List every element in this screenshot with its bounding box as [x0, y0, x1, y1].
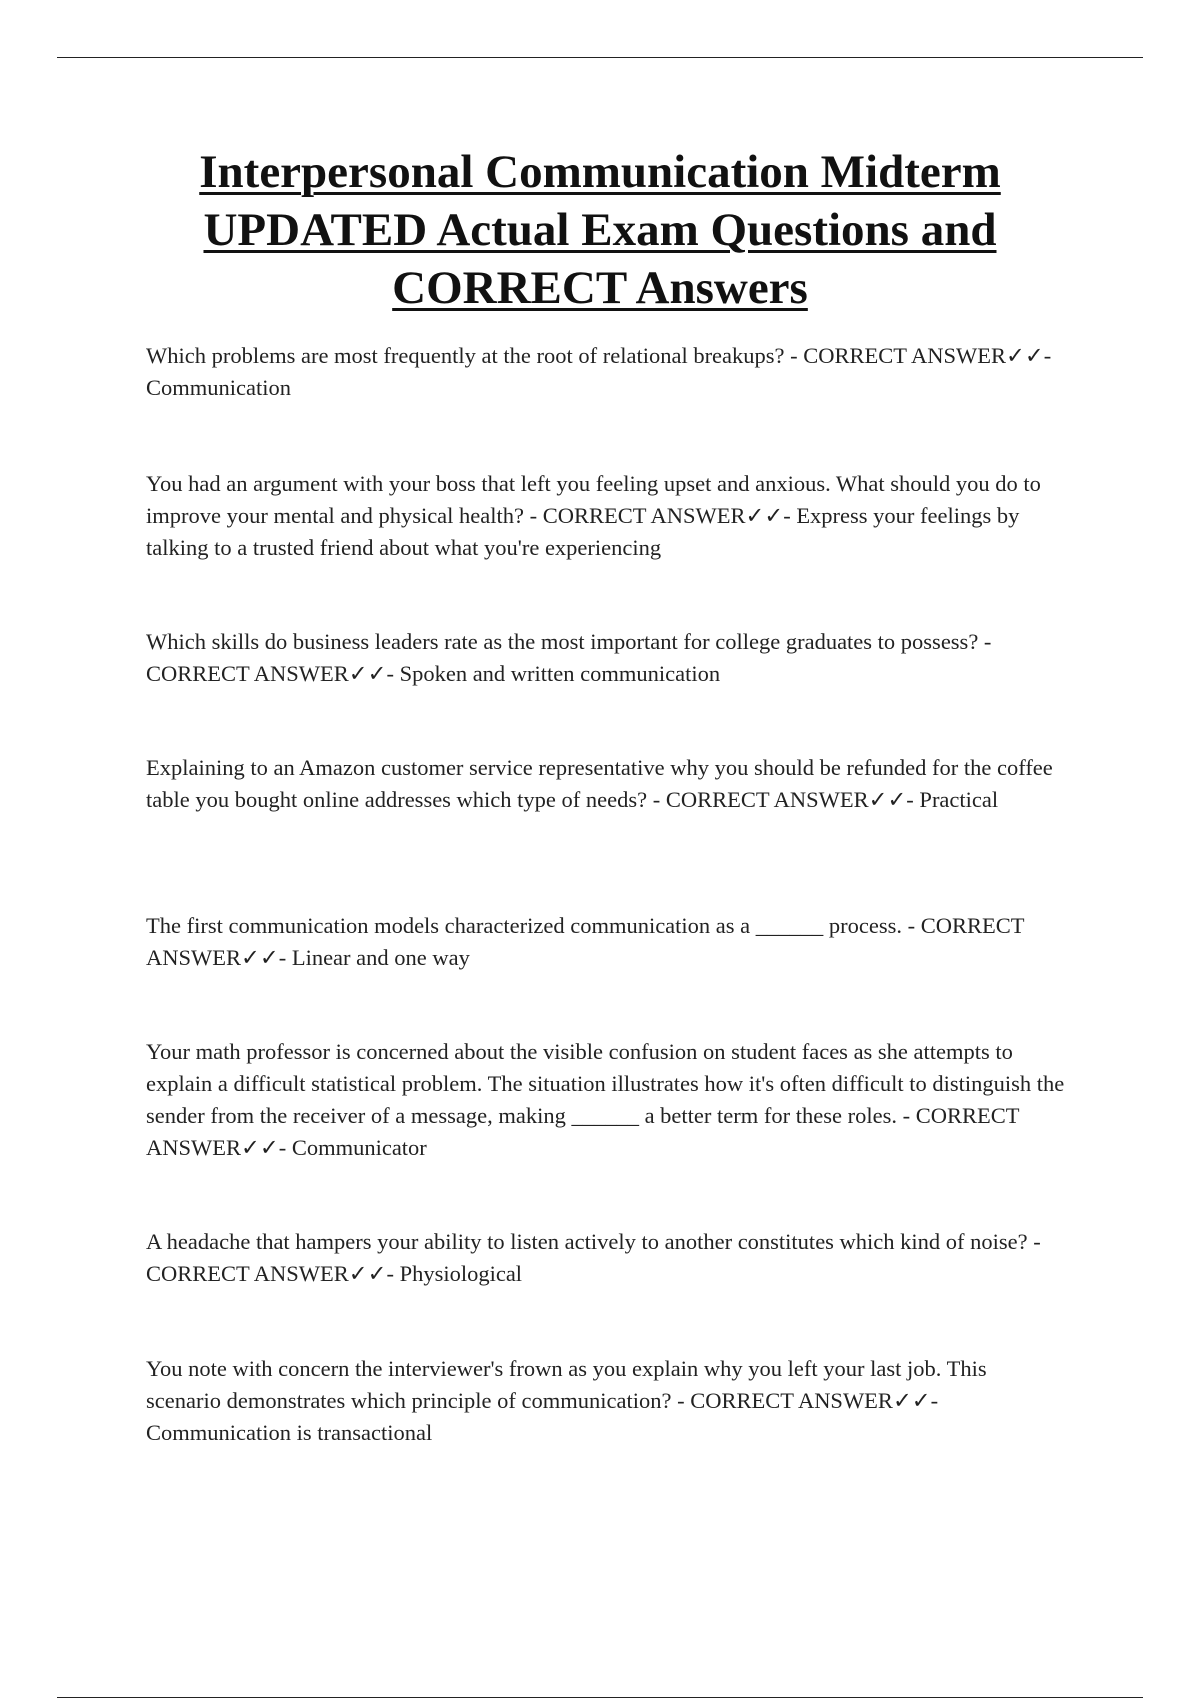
- qa-item: Explaining to an Amazon customer service representative why you should be refunded for the coffee table you bought online addresses which type of needs? - CORRECT ANSWER✓✓- Practical: [146, 755, 1053, 812]
- document-title: [120, 143, 1080, 317]
- bottom-rule: [57, 1697, 1143, 1698]
- top-rule: [57, 57, 1143, 58]
- qa-item: You note with concern the interviewer's frown as you explain why you left your last job. This scenario demonstrates which principle of communication? - CORRECT ANSWER✓✓- Communication is transactional: [146, 1356, 987, 1445]
- qa-item: Your math professor is concerned about the visible confusion on student faces as she attempts to explain a difficult statistical problem. The situation illustrates how it's often difficult to distinguish the sender from the receiver of a message, making ______ a better term for these roles. - CORRECT ANSWER✓✓- Communicator: [146, 1039, 1065, 1160]
- qa-item: Which problems are most frequently at the root of relational breakups? - CORRECT ANSWER✓✓- Communication: [146, 343, 1052, 400]
- title-line-3: CORRECT Answers: [392, 262, 808, 314]
- title-line-1: Interpersonal Communication Midterm: [199, 146, 1001, 198]
- qa-item: You had an argument with your boss that left you feeling upset and anxious. What should you do to improve your mental and physical health? - CORRECT ANSWER✓✓- Express your feelings by talking to a trusted friend about what you're experiencing: [146, 471, 1041, 560]
- qa-item: The first communication models characterized communication as a ______ process. - CORRECT ANSWER✓✓- Linear and one way: [146, 913, 1025, 970]
- qa-item: A headache that hampers your ability to listen actively to another constitutes which kind of noise? - CORRECT ANSWER✓✓- Physiological: [146, 1229, 1041, 1286]
- qa-item: Which skills do business leaders rate as the most important for college graduates to possess? - CORRECT ANSWER✓✓- Spoken and written communication: [146, 629, 992, 686]
- title-line-2: UPDATED Actual Exam Questions and: [203, 204, 997, 256]
